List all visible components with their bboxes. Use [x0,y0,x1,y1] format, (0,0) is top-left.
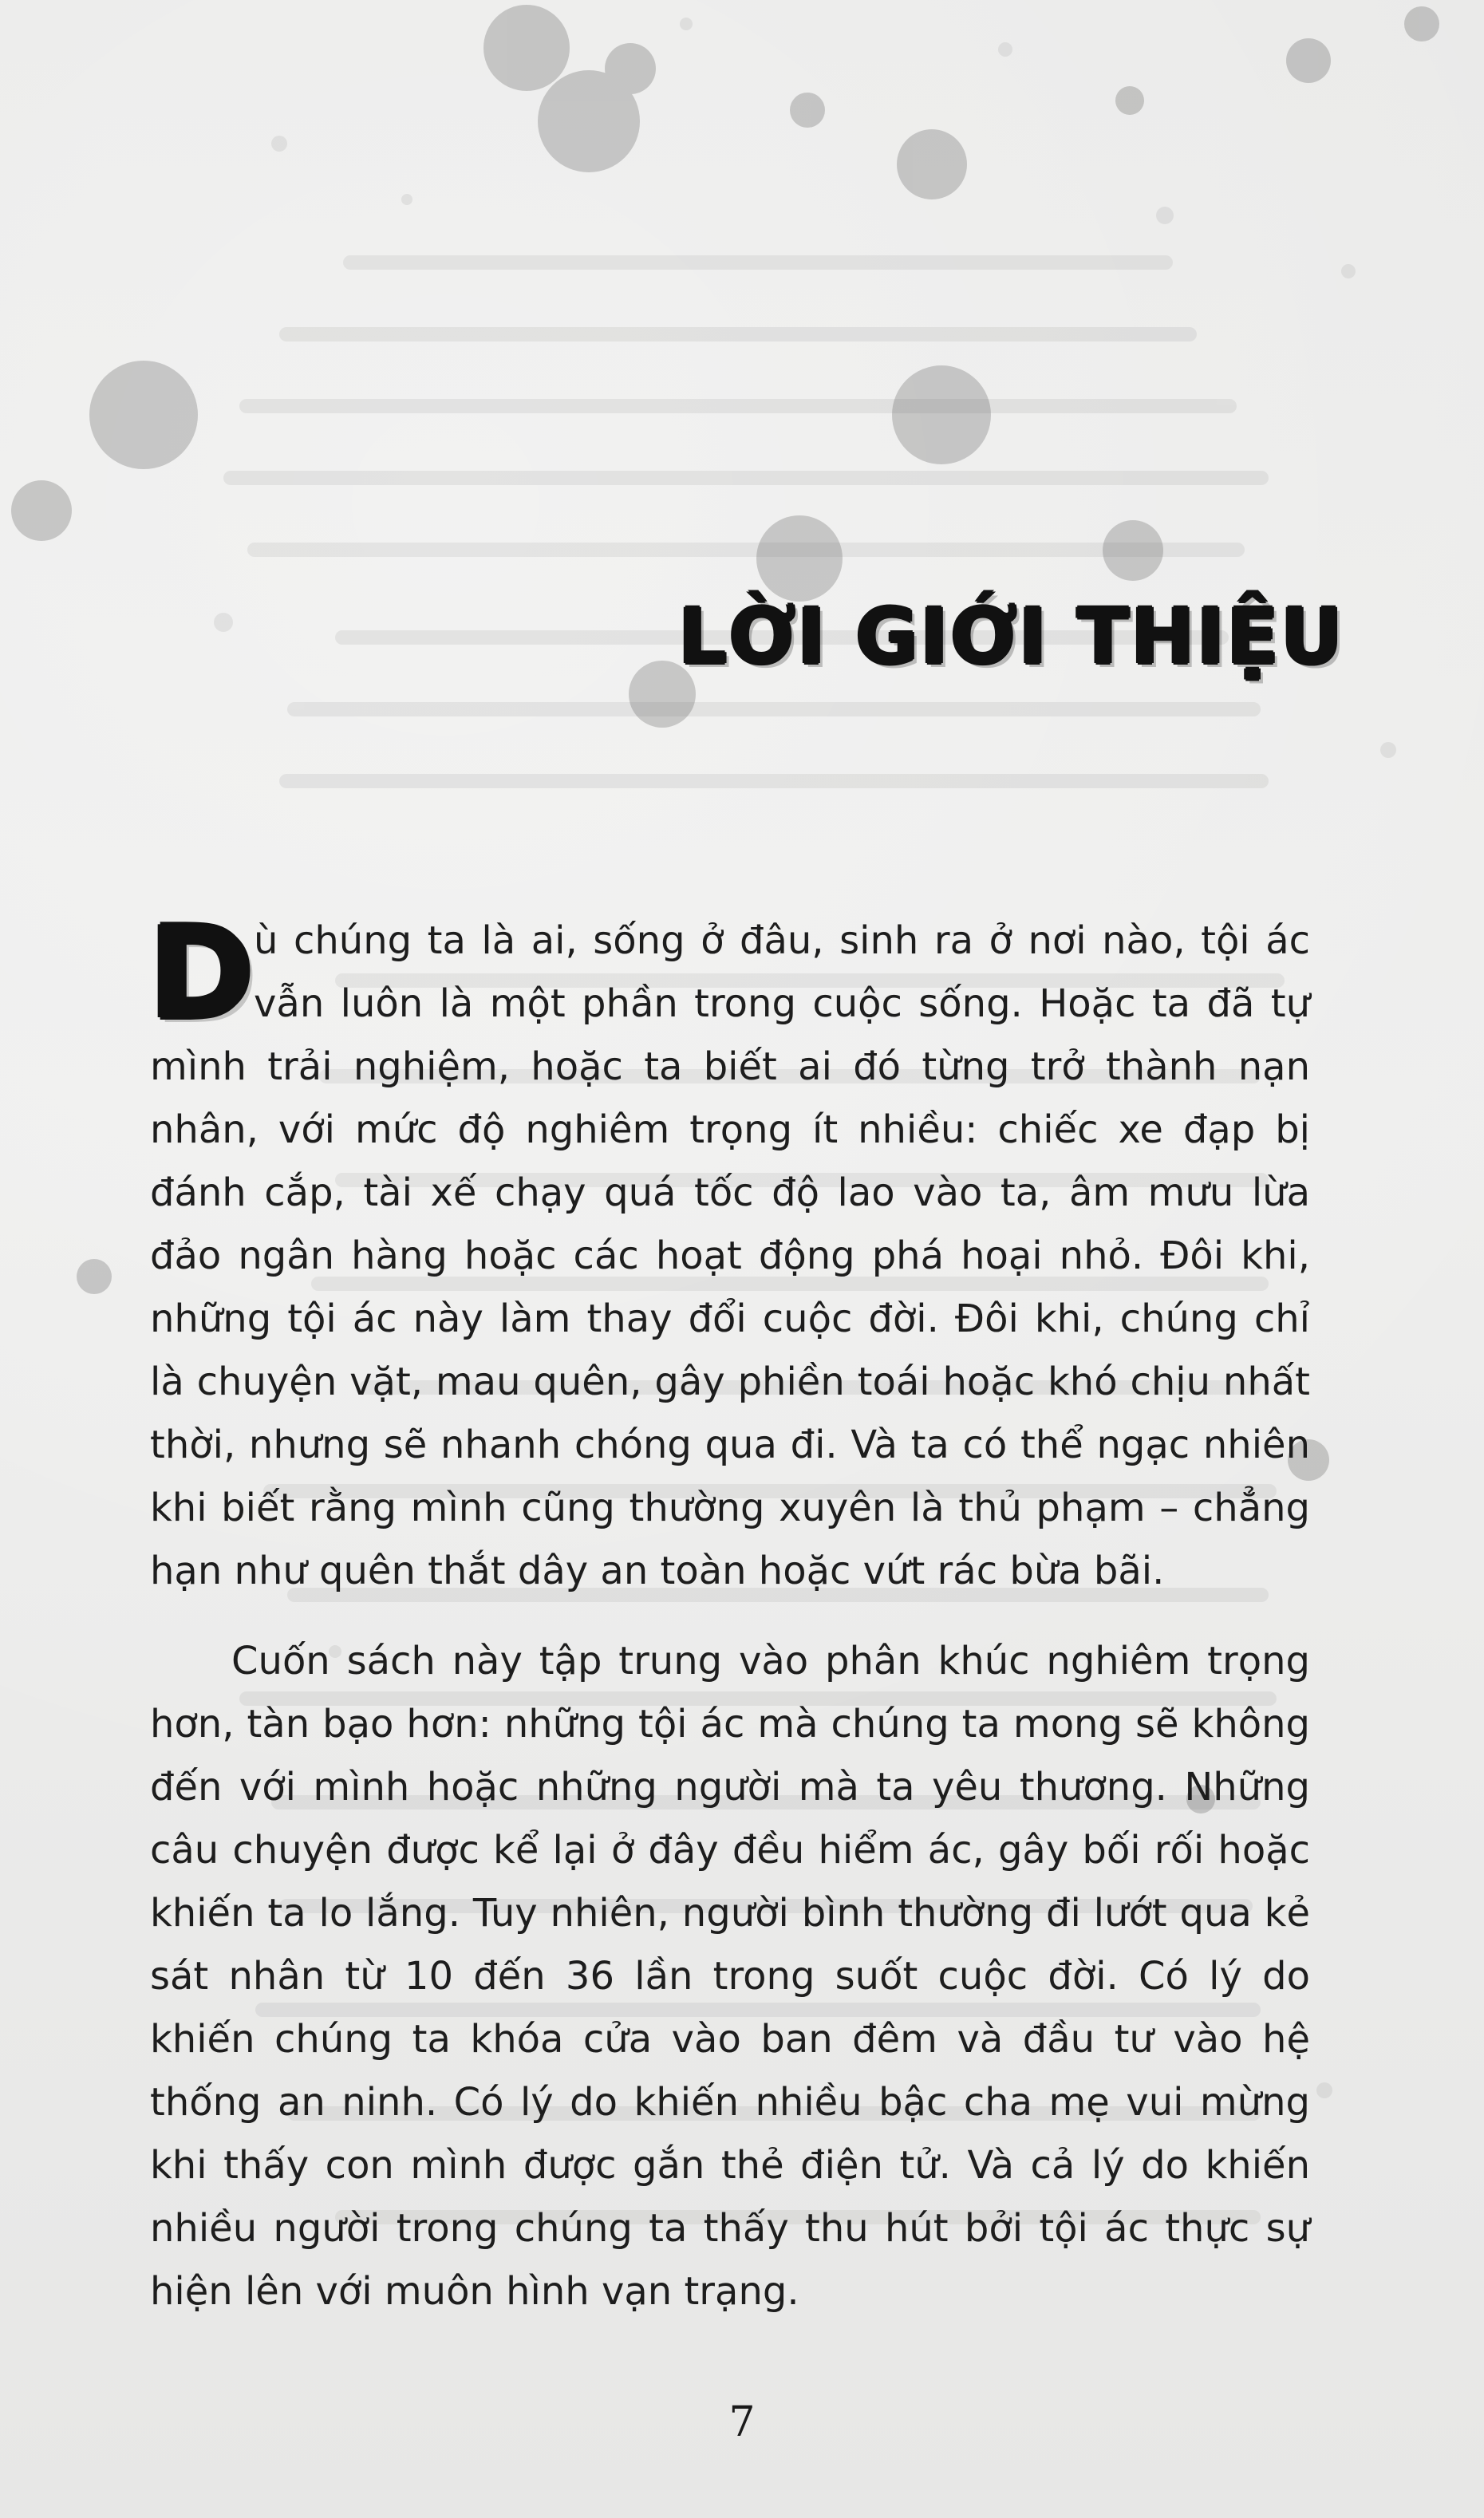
chapter-body [148,898,1310,2323]
paragraph-two-text: Cuốn sách này tập trung vào phân khúc nghiêm trọng hơn, tàn bạo hơn: những tội ác mà chúng ta mong sẽ không đến với mình hoặc những người mà ta yêu thương. Những câu chuyện được kể lại ở đây đều hiểm ác, gây bối rối hoặc khiến ta lo lắng. Tuy nhiên, người bình thường đi lướt qua kẻ sát nhân từ 10 đến 36 lần trong suốt cuộc đời. Có lý do khiến chúng ta khóa cửa vào ban đêm và đầu tư vào hệ thống an ninh. Có lý do khiến nhiều bậc cha mẹ vui mừng khi thấy con mình được gắn thẻ điện tử. Và cả lý do khiến nhiều người trong chúng ta thấy thu hút bởi tội ác thực sự hiện lên với muôn hình vạn trạng. [150,1639,1310,2314]
chapter-title: LỜI GIỚI THIỆU [678,592,1344,681]
page-number: 7 [728,2398,756,2446]
drop-cap [148,898,255,1048]
paragraph-two [150,1630,1310,2323]
drop-cap-letter: D [148,898,255,1048]
paragraph-one-text: ù chúng ta là ai, sống ở đâu, sinh ra ở nơi nào, tội ác vẫn luôn là một phần trong cuộc sống. Hoặc ta đã tự mình trải nghiệm, hoặc ta biết ai đó từng trở thành nạn nhân, với mức độ nghiêm trọng ít nhiều: chiếc xe đạp bị đánh cắp, tài xế chạy quá tốc độ lao vào ta, âm mưu lừa đảo ngân hàng hoặc các hoạt động phá hoại nhỏ. Đôi khi, những tội ác này làm thay đổi cuộc đời. Đôi khi, chúng chỉ là chuyện vặt, mau quên, gây phiền toái hoặc khó chịu nhất thời, nhưng sẽ nhanh chóng qua đi. Và ta có thể ngạc nhiên khi biết rằng mình cũng thường xuyên là thủ phạm – chẳng hạn như quên thắt dây an toàn hoặc vứt rác bừa bãi. [150,918,1310,1593]
paragraph-one [148,898,1310,1604]
